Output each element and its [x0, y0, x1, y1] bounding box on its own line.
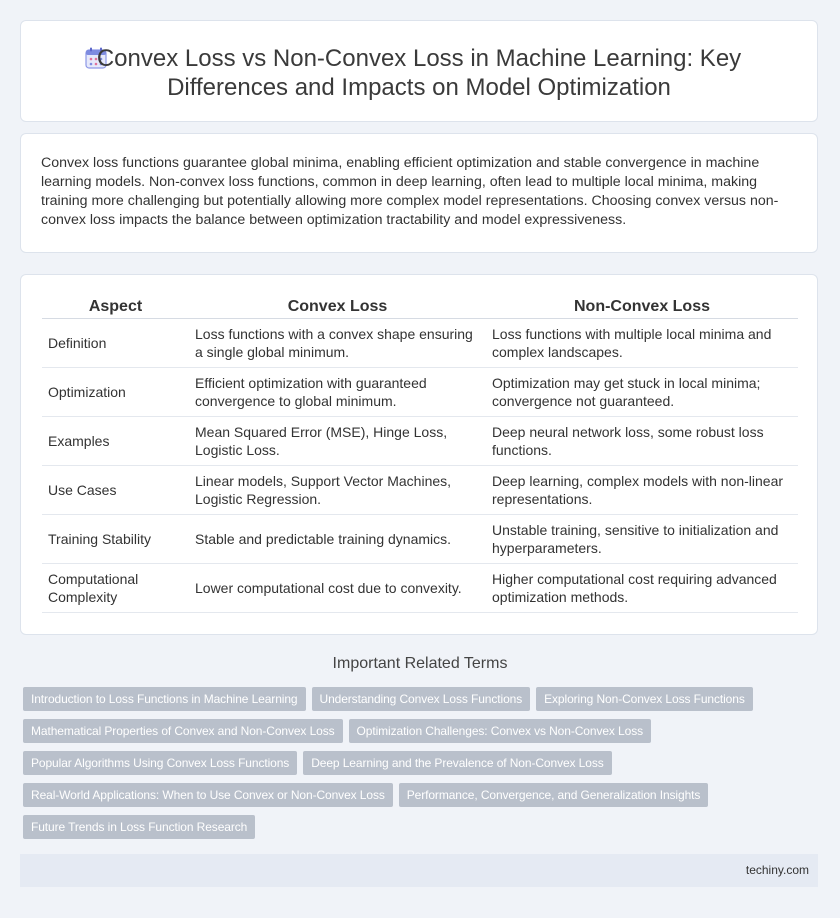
- cell-aspect: Definition: [42, 319, 189, 368]
- comparison-table: [42, 295, 798, 613]
- table-row: [42, 515, 798, 564]
- related-term-tag[interactable]: Optimization Challenges: Convex vs Non-Convex Loss: [349, 719, 651, 743]
- related-terms-heading: Important Related Terms: [332, 655, 508, 672]
- cell-convex: Linear models, Support Vector Machines, Logistic Regression.: [189, 466, 486, 515]
- related-term-tag[interactable]: Introduction to Loss Functions in Machine Learning: [23, 687, 306, 711]
- cell-aspect: Optimization: [42, 368, 189, 417]
- cell-convex: Stable and predictable training dynamics.: [189, 515, 486, 564]
- intro-card: [20, 133, 818, 253]
- cell-convex: Efficient optimization with guaranteed convergence to global minimum.: [189, 368, 486, 417]
- footer: [20, 854, 818, 887]
- related-term-tag[interactable]: Deep Learning and the Prevalence of Non-Convex Loss: [303, 751, 611, 775]
- cell-convex: Mean Squared Error (MSE), Hinge Loss, Logistic Loss.: [189, 417, 486, 466]
- related-term-tag[interactable]: Real-World Applications: When to Use Convex or Non-Convex Loss: [23, 783, 393, 807]
- related-term-tag[interactable]: Performance, Convergence, and Generalization Insights: [399, 783, 709, 807]
- table-row: [42, 466, 798, 515]
- related-term-tag[interactable]: Popular Algorithms Using Convex Loss Functions: [23, 751, 297, 775]
- header-aspect: Aspect: [42, 295, 189, 319]
- related-term-tag[interactable]: Mathematical Properties of Convex and Non-Convex Loss: [23, 719, 343, 743]
- cell-non-convex: Loss functions with multiple local minima and complex landscapes.: [486, 319, 798, 368]
- cell-aspect: Training Stability: [42, 515, 189, 564]
- related-terms-list: [23, 687, 783, 847]
- cell-aspect: Examples: [42, 417, 189, 466]
- cell-non-convex: Higher computational cost requiring advanced optimization methods.: [486, 564, 798, 613]
- cell-non-convex: Deep neural network loss, some robust loss functions.: [486, 417, 798, 466]
- table-row: [42, 564, 798, 613]
- page-title: Convex Loss vs Non-Convex Loss in Machine Learning: Key Differences and Impacts on Model Optimization: [96, 45, 742, 101]
- related-term-tag[interactable]: Understanding Convex Loss Functions: [312, 687, 531, 711]
- related-term-tag[interactable]: Exploring Non-Convex Loss Functions: [536, 687, 753, 711]
- footer-site-link[interactable]: techiny.com: [745, 863, 809, 877]
- related-term-tag[interactable]: Future Trends in Loss Function Research: [23, 815, 255, 839]
- cell-non-convex: Optimization may get stuck in local minima; convergence not guaranteed.: [486, 368, 798, 417]
- cell-non-convex: Deep learning, complex models with non-linear representations.: [486, 466, 798, 515]
- cell-convex: Loss functions with a convex shape ensuring a single global minimum.: [189, 319, 486, 368]
- table-row: [42, 368, 798, 417]
- intro-paragraph: Convex loss functions guarantee global minima, enabling efficient optimization and stable convergence in machine learning models. Non-convex loss functions, common in deep learning, often lead to multiple local minima, making training more challenging but potentially allowing more complex model representations. Choosing convex versus non-convex loss impacts the balance between optimization tractability and model expressiveness.: [41, 155, 779, 228]
- table-row: [42, 417, 798, 466]
- cell-convex: Lower computational cost due to convexity.: [189, 564, 486, 613]
- header-convex: Convex Loss: [189, 295, 486, 319]
- cell-non-convex: Unstable training, sensitive to initialization and hyperparameters.: [486, 515, 798, 564]
- comparison-table-card: [20, 274, 818, 635]
- table-header-row: [42, 295, 798, 319]
- cell-aspect: Use Cases: [42, 466, 189, 515]
- cell-aspect: Computational Complexity: [42, 564, 189, 613]
- title-card: [20, 20, 818, 122]
- header-non-convex: Non-Convex Loss: [486, 295, 798, 319]
- table-row: [42, 319, 798, 368]
